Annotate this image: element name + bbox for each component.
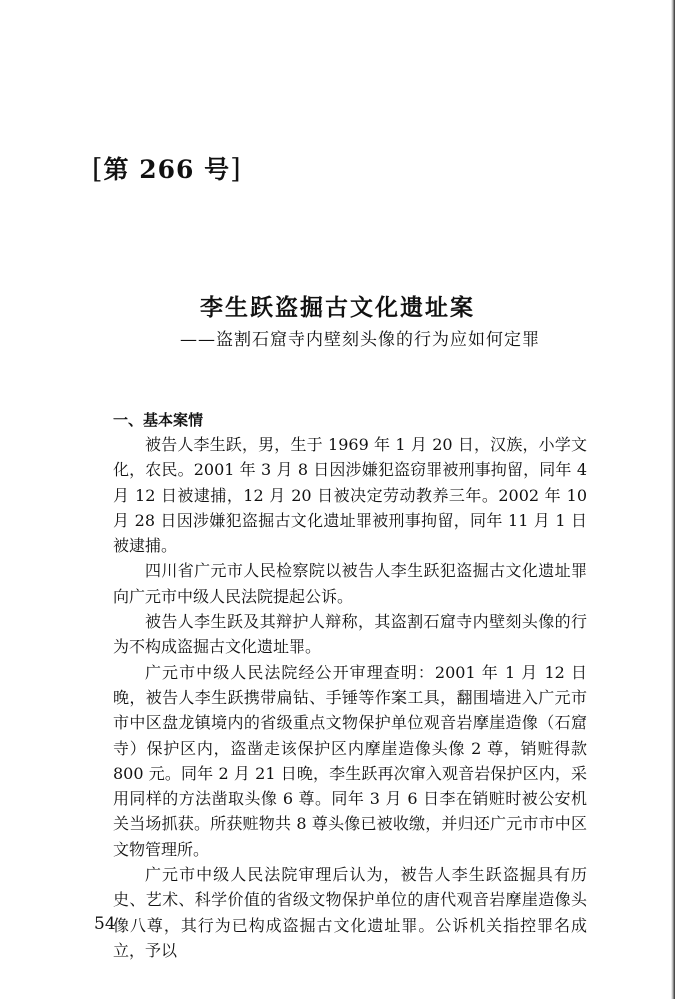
body-text	[113, 432, 587, 963]
section-heading: 一、基本案情	[113, 411, 204, 429]
case-title: 李生跃盗掘古文化遗址案	[200, 294, 475, 321]
paragraph-1: 被告人李生跃，男，生于 1969 年 1 月 20 日，汉族，小学文化，农民。2001 年 3 月 8 日因涉嫌犯盗窃罪被刑事拘留，同年 4 月 12 日被逮捕，12 月 20 日被决定劳动教养三年。2002 年 10 月 28 日因涉嫌犯盗掘古文化遗址罪被刑事拘留，同年 11 月 1 日被逮捕。	[113, 435, 587, 556]
scan-edge	[671, 0, 675, 999]
case-number-close-bracket: ]	[230, 154, 242, 185]
case-subtitle: ——盗割石窟寺内壁刻头像的行为应如何定罪	[180, 330, 540, 350]
page-number: 54	[94, 914, 116, 934]
paragraph-5: 广元市中级人民法院审理后认为，被告人李生跃盗掘具有历史、艺术、科学价值的省级文物保护单位的唐代观音岩摩崖造像头像八尊，其行为已构成盗掘古文化遗址罪。公诉机关指控罪名成立，予以	[113, 865, 587, 960]
paragraph-3: 被告人李生跃及其辩护人辩称，其盗割石窟寺内壁刻头像的行为不构成盗掘古文化遗址罪。	[113, 612, 587, 657]
case-number-text: 第 266 号	[103, 155, 231, 184]
paragraph-2: 四川省广元市人民检察院以被告人李生跃犯盗掘古文化遗址罪向广元市中级人民法院提起公诉。	[113, 561, 587, 606]
paragraph-4: 广元市中级人民法院经公开审理查明：2001 年 1 月 12 日晚，被告人李生跃携带扁钻、手锤等作案工具，翻围墙进入广元市市中区盘龙镇境内的省级重点文物保护单位观音岩摩崖造像（石窟寺）保护区内，盗凿走该保护区内摩崖造像头像 2 尊，销赃得款 800 元。同年 2 月 21 日晚，李生跃再次窜入观音岩保护区内，采用同样的方法凿取头像 6 尊。同年 3 月 6 日李在销赃时被公安机关当场抓获。所获赃物共 8 尊头像已被收缴，并归还广元市市中区文物管理所。	[113, 662, 587, 859]
case-number-open-bracket: [	[92, 154, 104, 185]
case-number	[92, 150, 242, 186]
